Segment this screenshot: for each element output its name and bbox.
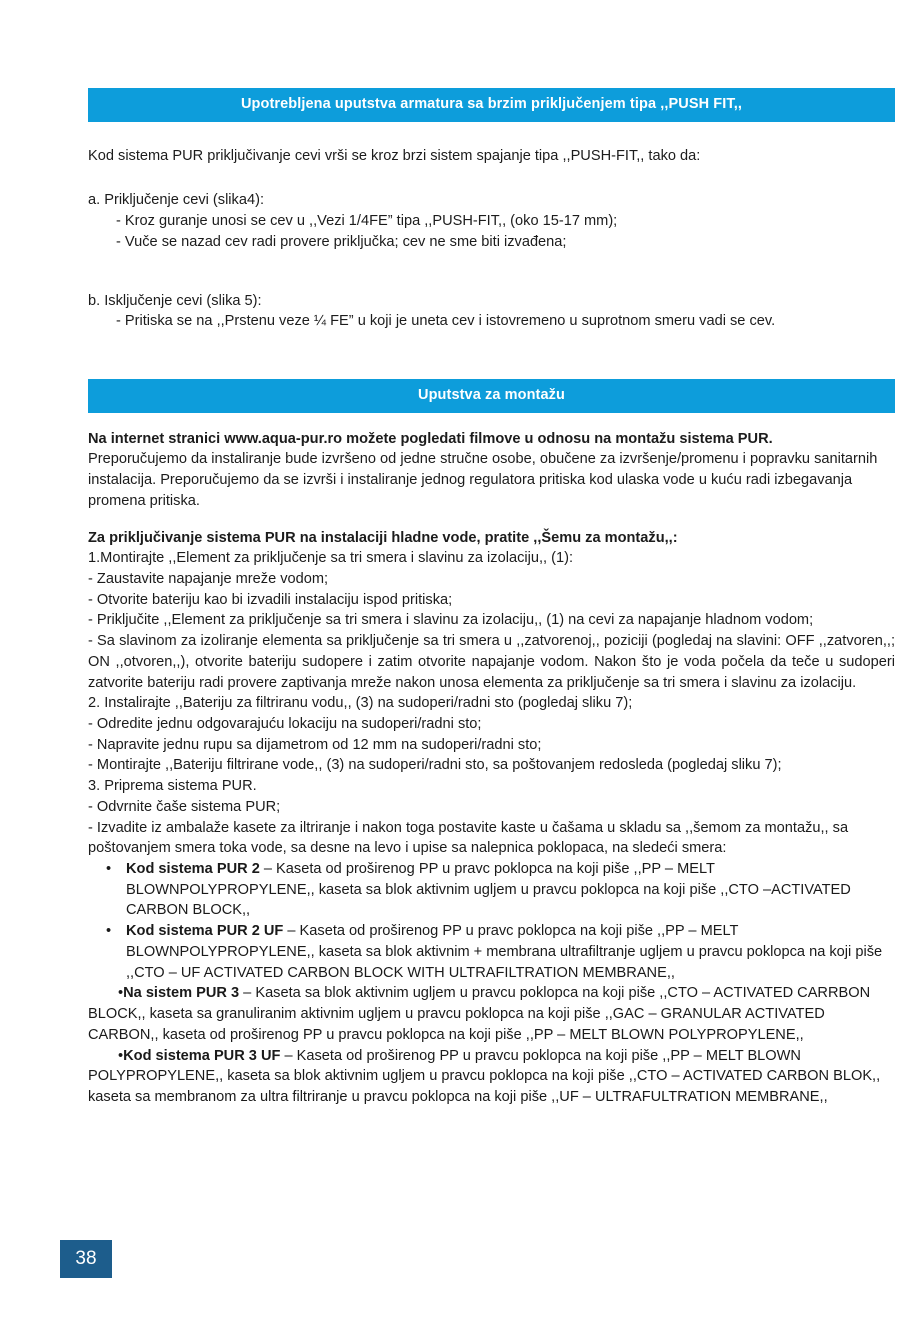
list-item	[88, 921, 895, 983]
item-a-line-1: - Kroz guranje unosi se cev u ,,Vezi 1/4FE” tipa ,,PUSH-FIT,, (oko 15-17 mm);	[116, 213, 618, 230]
list-item	[88, 983, 895, 1045]
step-line: - Napravite jednu rupu sa dijametrom od 12 mm na sudoperi/radni sto;	[88, 736, 542, 753]
list-item-text: – Kaseta od proširenog PP u pravc poklopca na koji piše ,,PP – MELT BLOWNPOLYPROPYLENE,, kaseta sa blok aktivnim + membrana ultrafiltranje ugljem u pravcu poklopca na koji piše ,,CTO – UF ACTIVATED CARBON BLOCK WITH ULTRAFILTRATION MEMBRANE,,	[126, 923, 883, 981]
list-item-label: Kod sistema PUR 2 UF	[126, 923, 284, 940]
step-line: 2. Instalirajte ,,Bateriju za filtriranu vodu,, (3) na sudoperi/radni sto (pogledaj sliku 7);	[88, 695, 633, 712]
section-banner-push-fit: Upotrebljena uputstva armatura sa brzim priključenjem tipa ,,PUSH FIT,,	[88, 88, 895, 122]
spacer	[88, 332, 895, 370]
list-item	[88, 1046, 895, 1108]
spacer	[88, 166, 895, 190]
spacer	[88, 512, 895, 528]
spacer	[88, 370, 895, 379]
page-content	[88, 88, 895, 1108]
spacer	[88, 413, 895, 429]
list-item-text: – Kaseta od proširenog PP u pravc poklopca na koji piše ,,PP – MELT BLOWNPOLYPROPYLENE,, kaseta sa blok aktivnim ugljem u pravcu poklopca na koji piše ,,CTO –ACTIVATED CARBON BLOCK,,	[126, 861, 851, 919]
bullet-icon: •	[118, 985, 124, 1002]
list-item-label: Kod sistema PUR 2	[126, 861, 260, 878]
page-number-badge: 38	[60, 1240, 112, 1278]
item-a-line-2: - Vuče se nazad cev radi provere priključka; cev ne sme biti izvađena;	[116, 233, 567, 250]
step-line: - Sa slavinom za izoliranje elementa sa priključenje sa tri smera u ,,zatvorenoj,, poziciji (pogledaj na slavini: OFF ,,zatvoren,,; ON ,,otvoren,,), otvorite bateriju sudopere i zatim otvorite napajanje vodom. Nakon što je voda počela da teče u sudoperi zatvorite bateriju radi provere zaptivanja mreže nakon unosa elementa za priključenje sa tri smera i slavinu za izolaciju.	[88, 633, 895, 691]
step-line: - Odredite jednu odgovarajuću lokaciju na sudoperi/radni sto;	[88, 716, 482, 732]
bullet-icon: •	[106, 923, 112, 940]
bullet-icon: •	[106, 861, 112, 878]
push-fit-intro-paragraph: Kod sistema PUR priključivanje cevi vrši se kroz brzi sistem spajanje tipa ,,PUSH-FIT,, tako da:	[88, 147, 701, 164]
list-item-text: – Kaseta od proširenog PP u pravcu poklopca na koji piše ,,PP – MELT BLOWN POLYPROPYLENE,, kaseta sa blok aktivnim ugljem u pravcu poklopca na koji piše ,,CTO – ACTIVATED CARBON BLOK,, kaseta sa membranom za ultra filtriranje u pravcu poklopca na koji piše ,,UF – ULTRAFULTRATION MEMBRANE,,	[88, 1047, 881, 1105]
list-item	[88, 859, 895, 921]
list-item-label: Na sistem PUR 3	[123, 985, 240, 1002]
item-b-title: b. Isključenje cevi (slika 5):	[88, 292, 262, 309]
montaza-lead-body: Preporučujemo da instaliranje bude izvršeno od jedne stručne osobe, obučene za izvršenje/promenu i popravku sanitarnih instalacija. Preporučujemo da se izvrši i instaliranje jednog regulatora pritiska kod ulaska vode u kuću radi izbegavanja promena pritiska.	[88, 451, 878, 509]
step-line: - Izvadite iz ambalaže kasete za iltriranje i nakon toga postavite kaste u čašama u skladu sa ,,šemom za montažu,, sa poštovanjem smera toka vode, sa desne na levo i upise sa nalepnica poklopaca, na sledeći smera:	[88, 819, 849, 857]
list-item-text: – Kaseta sa blok aktivnim ugljem u pravcu poklopca na koji piše ,,CTO – ACTIVATED CARRBON BLOCK,, kaseta sa granuliranim aktivnim ugljem u pravcu poklopca na koji piše ,,GAC – GRANULAR ACTIVATED CARBON,, kaseta od proširenog PP u pravcu poklopca na koji piše ,,PP – MELT BLOWN POLYPROPYLENE,,	[88, 985, 871, 1043]
step-line: 1.Montirajte ,,Element za priključenje sa tri smera i slavinu za izolaciju,, (1):	[88, 550, 574, 567]
list-item-label: Kod sistema PUR 3 UF	[123, 1047, 281, 1064]
step-line: - Otvorite bateriju kao bi izvadili instalaciju ispod pritiska;	[88, 591, 453, 608]
item-a-title: a. Priključenje cevi (slika4):	[88, 192, 264, 209]
step-line: - Odvrnite čaše sistema PUR;	[88, 798, 281, 815]
spacer	[88, 122, 895, 146]
spacer	[88, 253, 895, 291]
step-line: - Priključite ,,Element za priključenje sa tri smera i slavinu za izolaciju,, (1) na cevi za napajanje hladnom vodom;	[88, 612, 814, 629]
section-banner-montaza: Uputstva za montažu	[88, 379, 895, 413]
bullet-icon: •	[118, 1047, 124, 1064]
step-line: - Montirajte ,,Bateriju filtrirane vode,, (3) na sudoperi/radni sto, sa poštovanjem redosleda (pogledaj sliku 7);	[88, 757, 782, 774]
steps-heading: Za priključivanje sistema PUR na instalaciji hladne vode, pratite ,,Šemu za montažu,,:	[88, 529, 678, 546]
montaza-lead-bold: Na internet stranici www.aqua-pur.ro možete pogledati filmove u odnosu na montažu sistema PUR.	[88, 430, 773, 447]
step-line: - Zaustavite napajanje mreže vodom;	[88, 570, 329, 587]
item-b-line-1: - Pritiska se na ,,Prstenu veze ¼ FE” u koji je uneta cev i istovremeno u suprotnom smeru vadi se cev.	[116, 313, 776, 330]
step-line: 3. Priprema sistema PUR.	[88, 778, 257, 795]
